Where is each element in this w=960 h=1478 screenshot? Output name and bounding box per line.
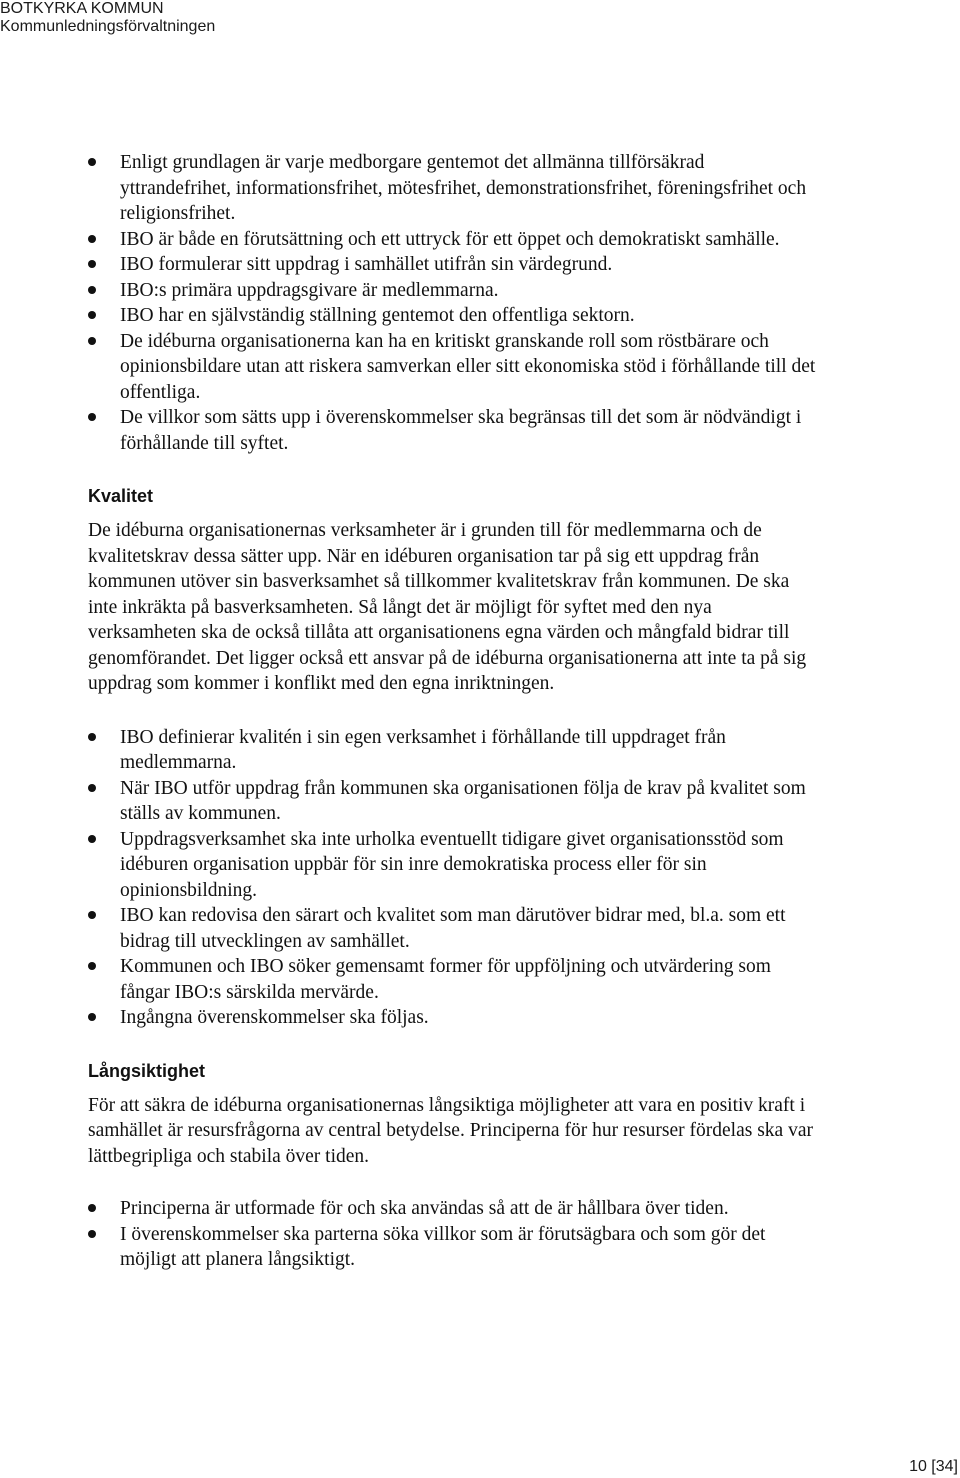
long-term-list [88, 1196, 818, 1273]
section-paragraph-kvalitet: De idéburna organisationernas verksamheter är i grunden till för medlemmarna och de kvalitetskrav dessa sätter upp. När en idéburen organisation tar på sig ett uppdrag från kommunen utöver sin basverksamhet så tillkommer kvalitetskrav från kommunen. De ska inte inkräkta på basverksamheten. Så långt det är möjligt för syftet med den nya verksamheten ska de också tillåta att organisationens egna värden och mångfald bidrar till genomförandet. Det ligger också ett ansvar på de idéburna organisationerna att inte ta på sig uppdrag som kommer i konflikt med den egna inriktningen. [88, 520, 807, 694]
bullet-icon [88, 784, 96, 792]
list-item-text: IBO kan redovisa den särart och kvalitet som man därutöver bidrar med, bl.a. som ett bidrag till utvecklingen av samhället. [120, 905, 786, 952]
list-item [88, 252, 818, 278]
header-department: Kommunledningsförvaltningen [0, 18, 216, 35]
list-item [88, 1222, 818, 1273]
list-item-text: IBO formulerar sitt uppdrag i samhället utifrån sin värdegrund. [120, 254, 613, 275]
bullet-icon [88, 835, 96, 843]
list-item-text: Kommunen och IBO söker gemensamt former för uppföljning och utvärdering som fångar IBO:s särskilda mervärde. [120, 956, 771, 1003]
bullet-icon [88, 286, 96, 294]
document-body [88, 150, 818, 1273]
list-item-text: Ingångna överenskommelser ska följas. [120, 1007, 429, 1028]
list-item-text: De idéburna organisationerna kan ha en kritiskt granskande roll som röstbärare och opinionsbildare utan att riskera samverkan eller sitt ekonomiska stöd i förhållande till det offentliga. [120, 330, 816, 403]
page-number: 10 [34] [909, 1458, 958, 1475]
list-item [88, 405, 818, 456]
list-item [88, 1005, 818, 1031]
section-heading-langsiktighet: Långsiktighet [88, 1060, 206, 1081]
bullet-icon [88, 158, 96, 166]
list-item-text: IBO:s primära uppdragsgivare är medlemmarna. [120, 279, 499, 301]
list-item [88, 278, 818, 304]
list-item-text: Principerna är utformade för och ska användas så att de är hållbara över tiden. [120, 1198, 729, 1219]
bullet-icon [88, 337, 96, 345]
quality-list [88, 725, 818, 1031]
bullet-icon [88, 1013, 96, 1021]
bullet-icon [88, 911, 96, 919]
list-item-text: Enligt grundlagen är varje medborgare gentemot det allmänna tillförsäkrad yttrandefrihet, informationsfrihet, mötesfrihet, demonstrationsfrihet, föreningsfrihet och religionsfrihet. [120, 152, 807, 224]
bullet-icon [88, 311, 96, 319]
list-item [88, 725, 818, 776]
list-item-text: När IBO utför uppdrag från kommunen ska organisationen följa de krav på kvalitet som ställs av kommunen. [120, 777, 806, 824]
list-item-text: IBO definierar kvalitén i sin egen verksamhet i förhållande till uppdraget från medlemmarna. [120, 726, 726, 773]
list-item [88, 776, 818, 827]
bullet-icon [88, 962, 96, 970]
list-item [88, 827, 818, 904]
header-organization: BOTKYRKA KOMMUN [0, 0, 164, 17]
list-item-text: IBO har en självständig ställning gentemot den offentliga sektorn. [120, 305, 635, 326]
list-item [88, 150, 818, 227]
list-item [88, 954, 818, 1005]
bullet-icon [88, 733, 96, 741]
bullet-icon [88, 235, 96, 243]
list-item-text: De villkor som sätts upp i överenskommelser ska begränsas till det som är nödvändigt i förhållande till syftet. [120, 407, 802, 454]
list-item [88, 903, 818, 954]
list-item [88, 1196, 818, 1222]
bullet-icon [88, 1230, 96, 1238]
principles-list [88, 150, 818, 456]
document-header [0, 0, 215, 36]
section-paragraph-langsiktighet: För att säkra de idéburna organisationernas långsiktiga möjligheter att vara en positiv kraft i samhället är resursfrågorna av central betydelse. Principerna för hur resurser fördelas ska var lättbegripliga och stabila över tiden. [88, 1094, 813, 1167]
section-heading-kvalitet: Kvalitet [88, 486, 154, 506]
bullet-icon [88, 413, 96, 421]
bullet-icon [88, 260, 96, 268]
bullet-icon [88, 1204, 96, 1212]
list-item-text: Uppdragsverksamhet ska inte urholka eventuellt tidigare givet organisationsstöd som idéburen organisation uppbär för sin inre demokratiska process eller för sin opinionsbildning. [120, 828, 784, 901]
list-item [88, 303, 818, 329]
list-item [88, 227, 818, 253]
list-item-text: IBO är både en förutsättning och ett uttryck för ett öppet och demokratiskt samhälle. [120, 228, 780, 250]
list-item-text: I överenskommelser ska parterna söka villkor som är förutsägbara och som gör det möjligt att planera långsiktigt. [120, 1223, 766, 1270]
list-item [88, 329, 818, 406]
